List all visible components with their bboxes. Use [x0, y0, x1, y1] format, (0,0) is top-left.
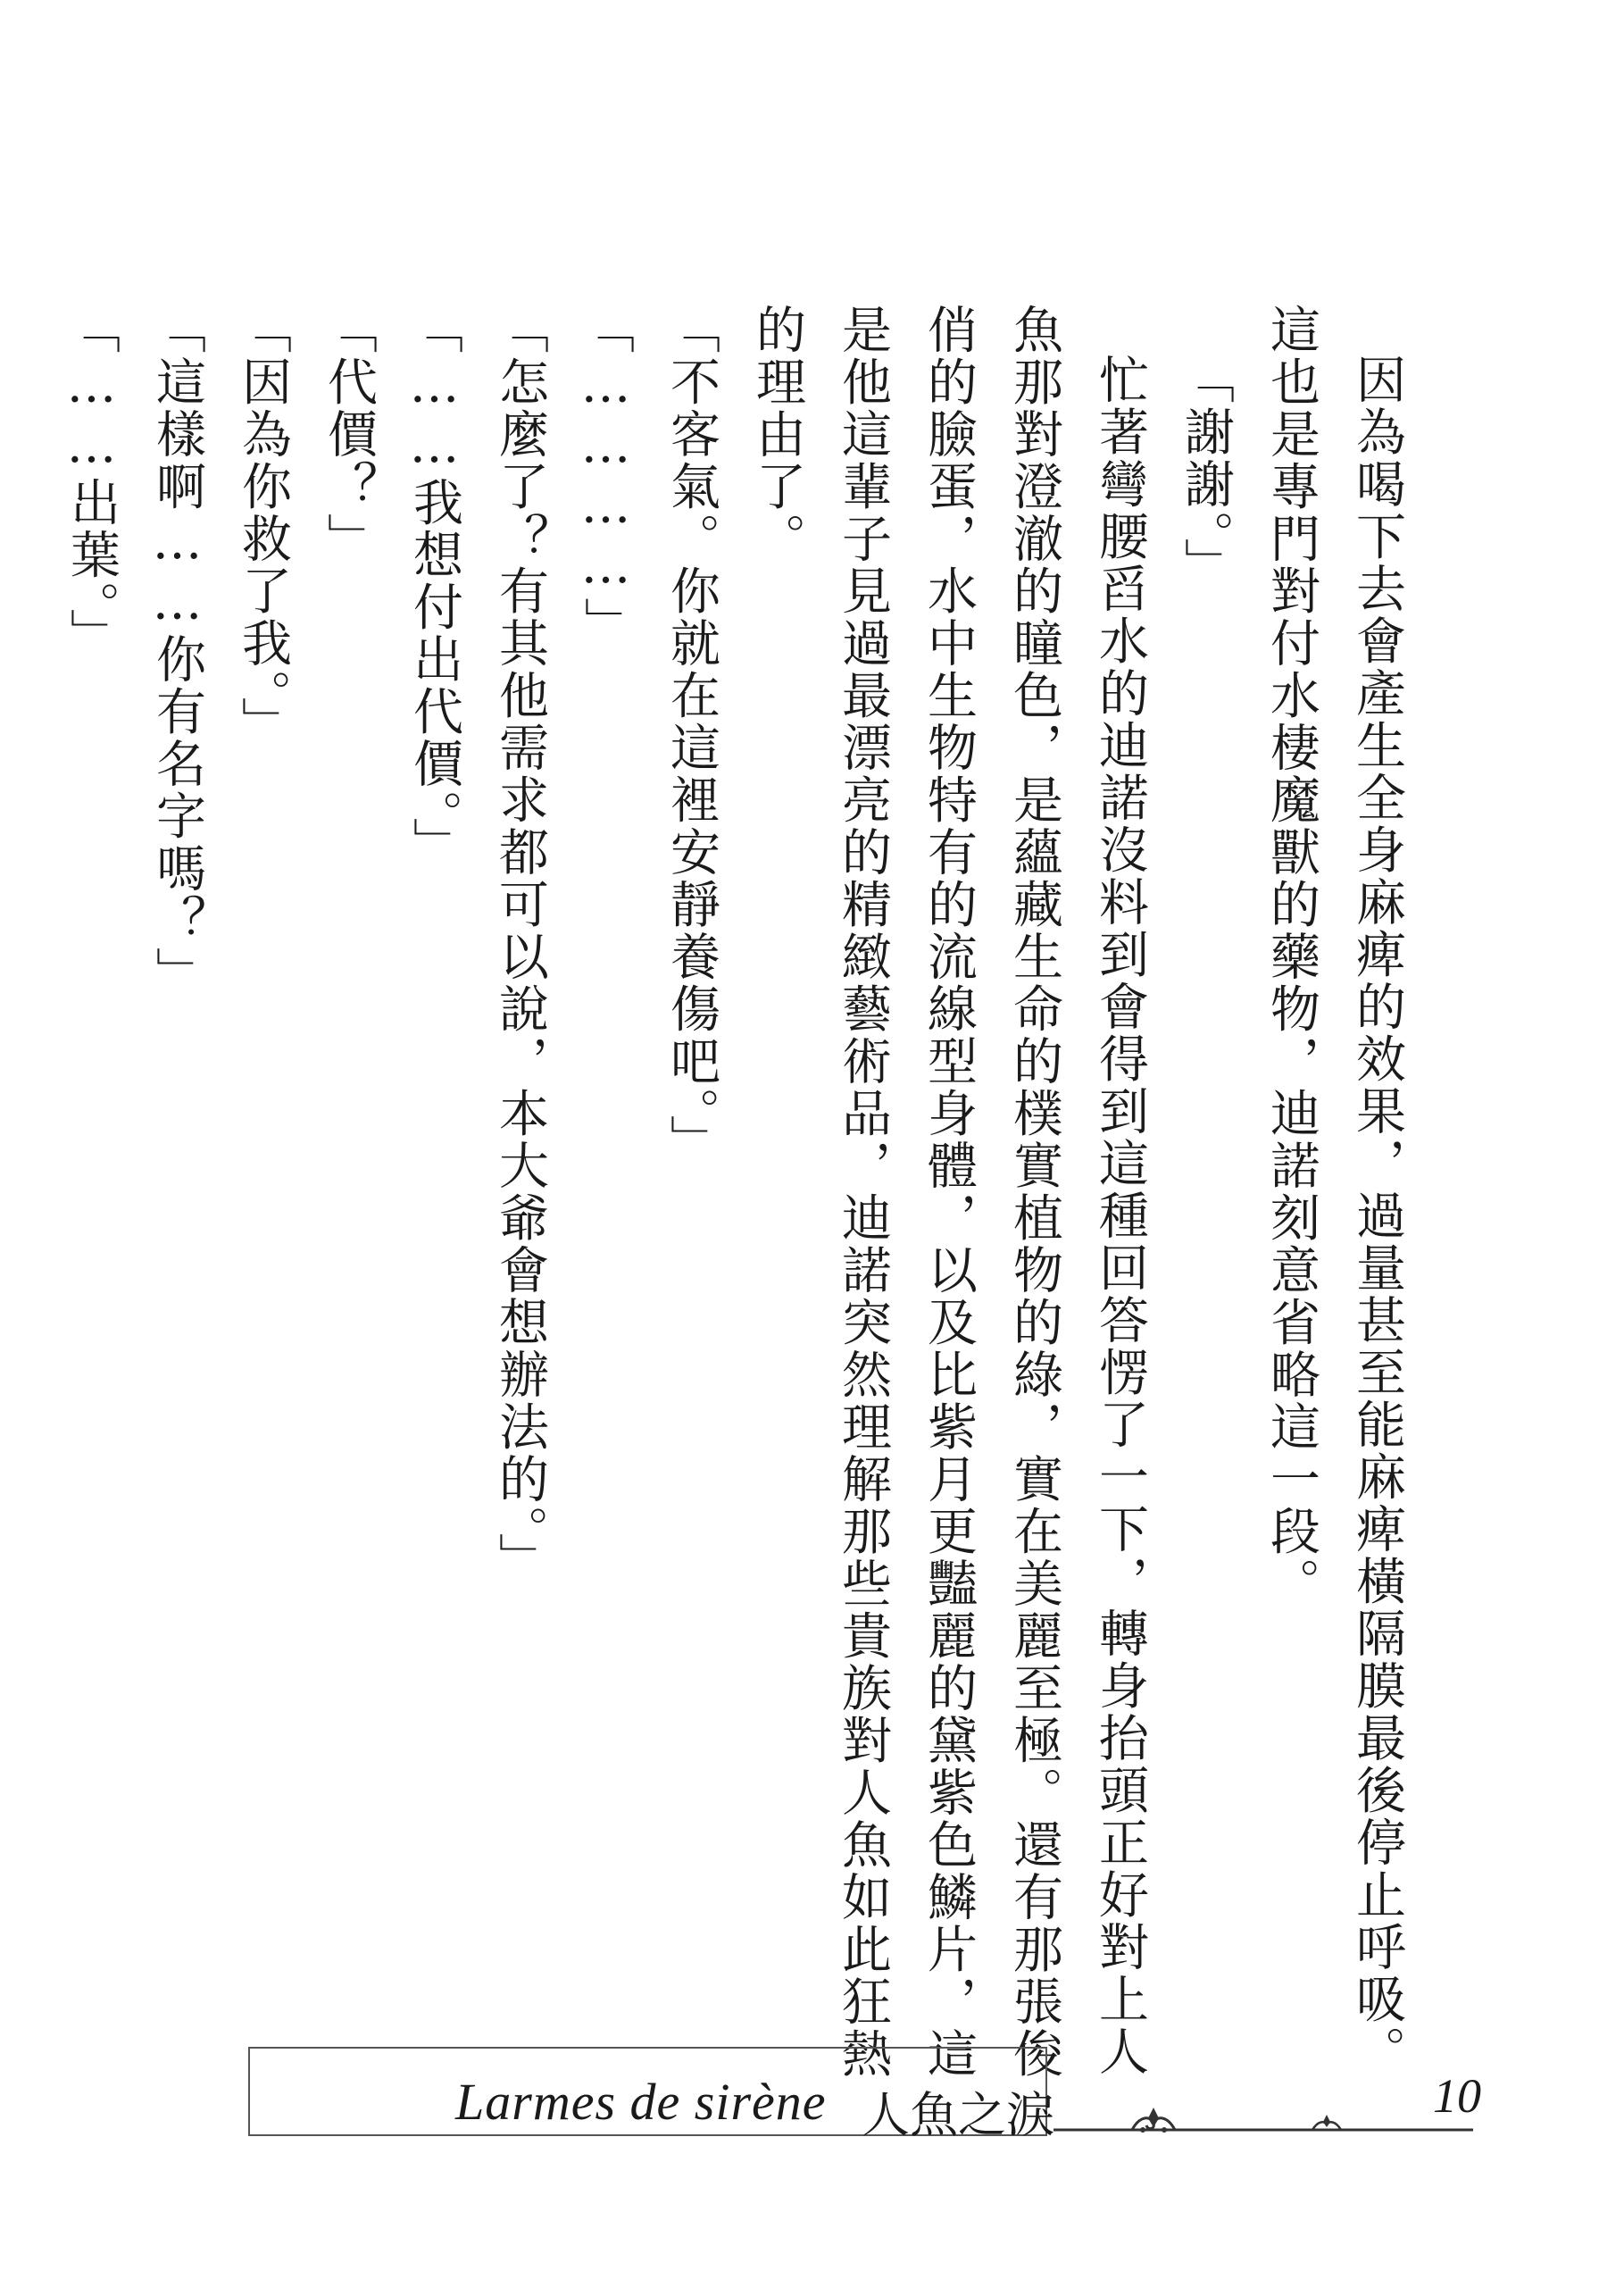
paragraph: 「謝謝。」 [1177, 354, 1235, 590]
dialogue-line: 「…………」 [577, 304, 635, 649]
dialogue-line: 「……出葉。」 [62, 304, 121, 661]
dialogue-line: 「因為你救了我。」 [234, 304, 292, 749]
dialogue-line: 「……我想付出代價。」 [405, 304, 463, 870]
vertical-text-body [62, 304, 1420, 2081]
flourish-ornament-icon [1054, 2081, 1482, 2143]
dialogue-line: 「這樣啊……你有名字嗎？」 [148, 304, 206, 999]
paragraph: 因為喝下去會產生全身麻痺的效果，過量甚至能麻痺橫隔膜最後停止呼吸。這也是專門對付水棲魔獸的藥物，迪諾刻意省略這一段。 [1262, 304, 1406, 2078]
footer-title-chinese: 人魚之淚 [862, 2087, 1054, 2143]
footer-title-latin: Larmes de sirène [455, 2073, 827, 2131]
page-number: 10 [1433, 2069, 1481, 2123]
dialogue-line: 「不客氣。你就在這裡安靜養傷吧。」 [662, 304, 720, 1167]
paragraph: 忙著彎腰舀水的迪諾沒料到會得到這種回答愣了一下，轉身抬頭正好對上人魚那對澄澈的瞳色，是蘊藏生命的樸實植物的綠，實在美麗至極。還有那張俊俏的臉蛋，水中生物特有的流線型身體，以及比紫月更豔麗的黛紫色鱗片，這是他這輩子見過最漂亮的精緻藝術品，迪諾突然理解那些貴族對人魚如此狂熱的理由了。 [748, 304, 1149, 2080]
dialogue-line: 「怎麼了？有其他需求都可以說，本大爺會想辦法的。」 [491, 304, 549, 1585]
dialogue-line: 「代價？」 [320, 304, 378, 565]
